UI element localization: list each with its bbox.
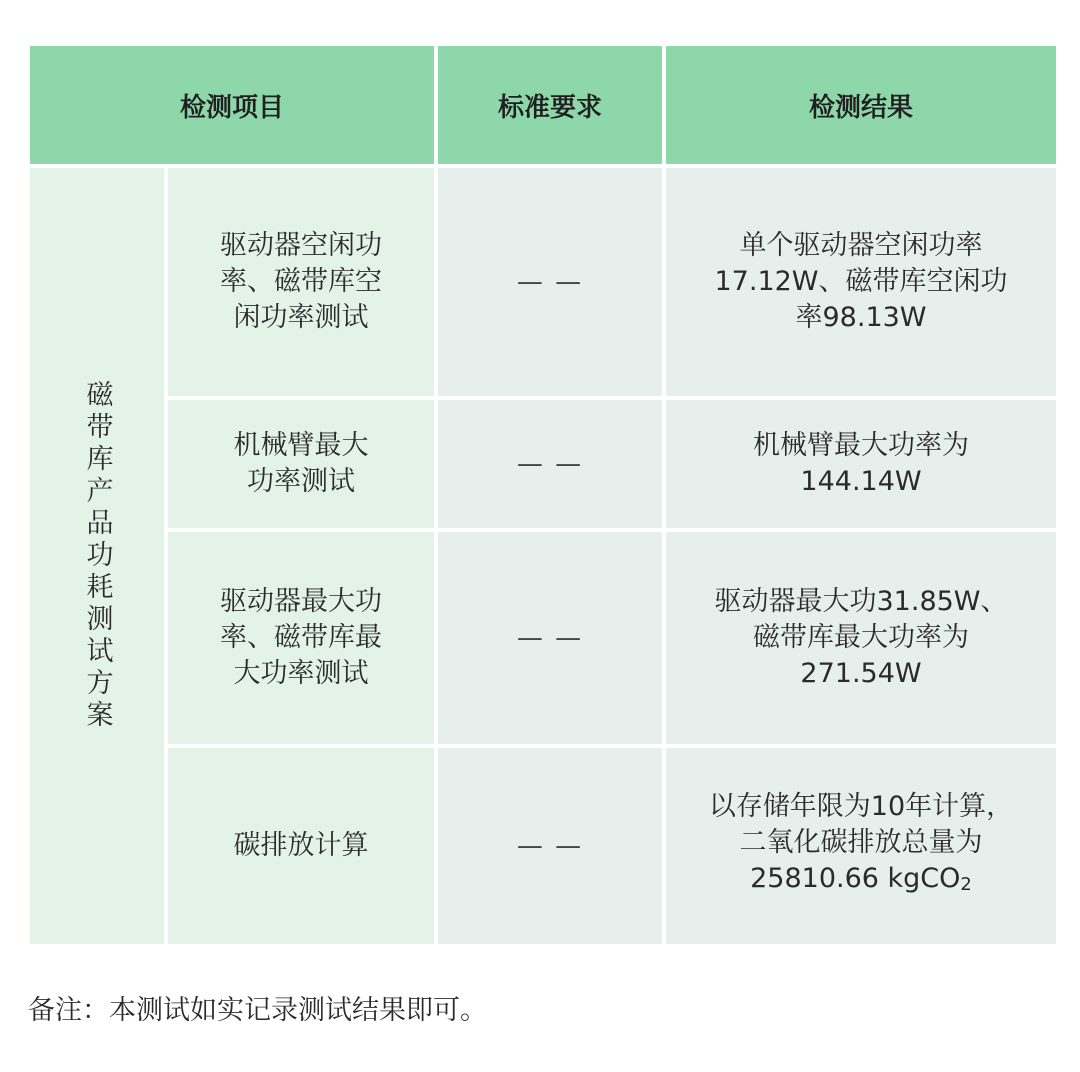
- remark-note: 备注：本测试如实记录测试结果即可。: [28, 995, 487, 1026]
- header-result-label: 检测结果: [808, 92, 913, 123]
- row-3-item-text: 驱动器最大功 率、磁带库最 大功率测试: [220, 586, 382, 689]
- row-1-result-text: 单个驱动器空闲功率 17.12W、磁带库空闲功 率98.13W: [714, 230, 1008, 333]
- row-4-standard: [438, 748, 662, 944]
- row-3-standard: [438, 532, 662, 744]
- row-3-result: [666, 532, 1056, 744]
- row-4-item-text: 碳排放计算: [233, 830, 369, 861]
- header-standard-label: 标准要求: [497, 92, 602, 123]
- row-1-item: [168, 168, 434, 396]
- row-3-standard-text: — —: [516, 623, 584, 653]
- row-4-result-line-1: 以存储年限为10年计算，: [708, 791, 1014, 822]
- row-3-item: [168, 532, 434, 744]
- row-2-result-text: 机械臂最大功率为 144.14W: [753, 430, 969, 497]
- row-1-result: [666, 168, 1056, 396]
- row-1-standard: [438, 168, 662, 396]
- row-4-result-value: 25810.66 kgCO: [750, 863, 961, 894]
- row-4-result-line-3: [709, 861, 1013, 903]
- row-2-item: [168, 400, 434, 528]
- row-4-result: [666, 748, 1056, 944]
- row-3-result-text: 驱动器最大功31.85W、 磁带库最大功率为 271.54W: [714, 586, 1008, 689]
- row-2-standard-text: — —: [516, 449, 584, 479]
- group-label: 磁带库产品功耗测试方案: [81, 380, 113, 732]
- row-4-item: [168, 748, 434, 944]
- header-test-item: [30, 46, 434, 164]
- row-1-item-text: 驱动器空闲功 率、磁带库空 闲功率测试: [220, 230, 382, 333]
- row-4-result-line-2: 二氧化碳排放总量为: [739, 827, 983, 858]
- row-2-standard: [438, 400, 662, 528]
- row-2-result: [666, 400, 1056, 528]
- group-cell: [30, 168, 164, 944]
- header-standard: [438, 46, 662, 164]
- row-4-result-text: [709, 789, 1013, 903]
- row-4-result-subscript: 2: [960, 874, 972, 895]
- row-1-standard-text: — —: [516, 267, 584, 297]
- row-4-standard-text: — —: [516, 831, 584, 861]
- row-2-item-text: 机械臂最大 功率测试: [233, 430, 369, 497]
- header-result: [666, 46, 1056, 164]
- header-test-item-label: 检测项目: [179, 92, 284, 123]
